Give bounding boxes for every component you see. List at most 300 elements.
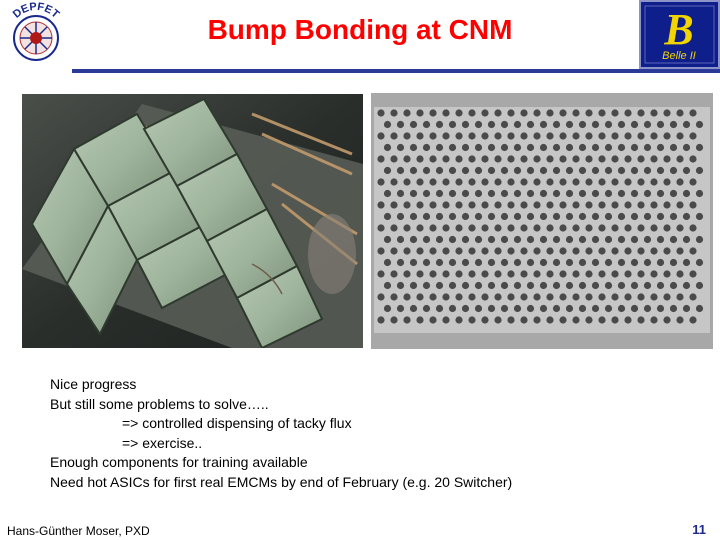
bump-dot <box>670 259 677 266</box>
bump-dot <box>455 316 462 323</box>
bump-dot <box>585 178 592 185</box>
bump-dot <box>663 132 670 139</box>
bump-dot <box>618 167 625 174</box>
bump-dot <box>540 282 547 289</box>
bump-dot <box>644 121 651 128</box>
bump-dot <box>624 109 631 116</box>
bump-dot <box>397 259 404 266</box>
body-line: Enough components for training available <box>50 454 308 470</box>
bump-dot <box>683 121 690 128</box>
bump-dot <box>585 155 592 162</box>
bump-dot <box>572 224 579 231</box>
bump-dot <box>449 236 456 243</box>
bump-dot <box>546 270 553 277</box>
bump-dot <box>436 213 443 220</box>
bump-dot <box>657 259 664 266</box>
bump-dot <box>507 178 514 185</box>
bump-dot <box>462 282 469 289</box>
bump-dot <box>507 132 514 139</box>
bump-dot <box>598 270 605 277</box>
bump-dot <box>481 293 488 300</box>
bump-dot <box>650 316 657 323</box>
bump-dot <box>410 167 417 174</box>
bump-dot <box>585 132 592 139</box>
bump-dot <box>676 178 683 185</box>
bump-dot <box>462 236 469 243</box>
bump-dot <box>423 121 430 128</box>
bump-dot <box>449 213 456 220</box>
bump-dot <box>423 259 430 266</box>
bump-dot <box>410 236 417 243</box>
bump-dot <box>605 167 612 174</box>
bump-dot <box>546 201 553 208</box>
bump-dot <box>390 155 397 162</box>
bump-dot <box>377 132 384 139</box>
bump-dot <box>390 178 397 185</box>
bump-dot <box>416 224 423 231</box>
bump-dot <box>403 247 410 254</box>
bump-dot <box>689 178 696 185</box>
bump-dot <box>689 224 696 231</box>
bump-dot <box>520 132 527 139</box>
bump-dot <box>514 305 521 312</box>
bump-dot <box>397 236 404 243</box>
bump-dot <box>397 167 404 174</box>
bump-dot <box>592 259 599 266</box>
bump-dot <box>475 167 482 174</box>
bump-dot <box>533 293 540 300</box>
bump-dot <box>637 155 644 162</box>
bump-dot <box>540 259 547 266</box>
bump-dot <box>423 282 430 289</box>
bump-dot <box>455 155 462 162</box>
bump-dot <box>501 282 508 289</box>
bump-dot <box>683 167 690 174</box>
bump-dot <box>585 293 592 300</box>
bump-dot <box>663 247 670 254</box>
bump-dot <box>488 190 495 197</box>
bump-dot <box>384 259 391 266</box>
bump-dot <box>605 259 612 266</box>
bump-dot <box>494 132 501 139</box>
bump-dot <box>540 121 547 128</box>
bump-dot <box>468 270 475 277</box>
bump-dot <box>631 282 638 289</box>
bump-dot <box>624 270 631 277</box>
bump-dot <box>644 282 651 289</box>
bump-dot <box>663 109 670 116</box>
bump-dot <box>494 109 501 116</box>
bump-dot <box>527 282 534 289</box>
bump-dot <box>618 282 625 289</box>
bump-dot <box>501 167 508 174</box>
bump-dot <box>481 132 488 139</box>
bump-dot <box>553 282 560 289</box>
bump-dot <box>696 236 703 243</box>
bump-dot <box>403 270 410 277</box>
bump-dot <box>559 178 566 185</box>
bump-dot <box>533 201 540 208</box>
bump-dot <box>605 213 612 220</box>
bump-dot <box>663 270 670 277</box>
bump-dot <box>514 213 521 220</box>
bump-dot <box>670 282 677 289</box>
bump-dot <box>397 144 404 151</box>
bump-dot <box>533 109 540 116</box>
bump-dot <box>403 224 410 231</box>
bump-dot <box>605 144 612 151</box>
bump-dot <box>501 259 508 266</box>
bump-dot <box>442 201 449 208</box>
bump-dot <box>429 224 436 231</box>
bump-dot <box>540 190 547 197</box>
bump-grid-photo <box>371 93 713 349</box>
bump-dot <box>670 213 677 220</box>
bump-dot <box>507 293 514 300</box>
bump-dot <box>494 224 501 231</box>
bump-dot <box>683 213 690 220</box>
bump-dot <box>501 305 508 312</box>
bump-dot <box>631 305 638 312</box>
bump-dot <box>507 270 514 277</box>
bump-dot <box>390 270 397 277</box>
bump-dot <box>598 155 605 162</box>
bump-dot <box>650 178 657 185</box>
bump-dot <box>663 316 670 323</box>
bump-dot <box>585 224 592 231</box>
bump-dot <box>475 259 482 266</box>
bump-dot <box>416 201 423 208</box>
bump-dot <box>566 121 573 128</box>
bump-dot <box>462 213 469 220</box>
bump-dot <box>416 155 423 162</box>
bump-dot <box>579 144 586 151</box>
bump-dot <box>429 155 436 162</box>
bump-dot <box>403 201 410 208</box>
bump-dot <box>416 178 423 185</box>
bump-dot <box>637 293 644 300</box>
bump-dot <box>670 121 677 128</box>
bump-dot <box>689 293 696 300</box>
bump-dot <box>468 316 475 323</box>
bump-dot <box>559 247 566 254</box>
bump-dot <box>455 270 462 277</box>
bump-dot <box>377 247 384 254</box>
bump-dot <box>449 259 456 266</box>
bump-dot <box>533 224 540 231</box>
bump-dot <box>618 144 625 151</box>
bump-dot <box>579 305 586 312</box>
bump-dot <box>611 293 618 300</box>
bump-dot <box>611 316 618 323</box>
bump-dot <box>696 121 703 128</box>
bump-dot <box>397 121 404 128</box>
bump-dot <box>416 293 423 300</box>
bump-dot <box>501 121 508 128</box>
bump-dot <box>572 270 579 277</box>
bump-dot <box>390 316 397 323</box>
bump-dot <box>572 155 579 162</box>
bump-dot <box>585 247 592 254</box>
bump-dot <box>527 213 534 220</box>
bump-dot <box>397 190 404 197</box>
bump-dot <box>533 155 540 162</box>
bump-dot <box>559 224 566 231</box>
bump-dot <box>468 201 475 208</box>
bump-dot <box>442 247 449 254</box>
body-line-indented: => controlled dispensing of tacky flux <box>122 415 352 431</box>
bump-dot <box>449 305 456 312</box>
depfet-logo-graphic <box>0 0 72 72</box>
bump-dot <box>676 132 683 139</box>
bump-dot <box>676 247 683 254</box>
bump-dot <box>696 190 703 197</box>
bump-dot <box>494 293 501 300</box>
bump-dot <box>611 224 618 231</box>
bump-dot <box>520 293 527 300</box>
bump-dot <box>650 109 657 116</box>
bump-dot <box>429 201 436 208</box>
body-line: Nice progress <box>50 376 137 392</box>
bump-dot <box>663 201 670 208</box>
bump-dot <box>605 121 612 128</box>
bump-dot <box>585 270 592 277</box>
bump-dot <box>553 213 560 220</box>
bump-dot <box>507 247 514 254</box>
bump-dot <box>481 247 488 254</box>
bump-dot <box>455 201 462 208</box>
bump-dot <box>572 132 579 139</box>
bump-dot <box>579 190 586 197</box>
bump-dot <box>403 132 410 139</box>
bump-dot <box>403 109 410 116</box>
bump-dot <box>488 213 495 220</box>
bump-dot <box>598 316 605 323</box>
bump-dot <box>696 213 703 220</box>
bump-dot <box>676 270 683 277</box>
bump-dot <box>384 167 391 174</box>
bump-dot <box>403 178 410 185</box>
bump-dot <box>553 121 560 128</box>
bump-dot <box>514 282 521 289</box>
page-number: 11 <box>692 522 706 537</box>
bump-dot <box>572 247 579 254</box>
bump-dot <box>527 190 534 197</box>
bump-dot <box>527 167 534 174</box>
bump-dot <box>507 201 514 208</box>
bump-dot <box>481 270 488 277</box>
bump-dot <box>481 316 488 323</box>
bump-dot <box>631 121 638 128</box>
bump-dot <box>397 213 404 220</box>
bump-dot <box>670 236 677 243</box>
bump-dot <box>520 247 527 254</box>
bump-dot <box>384 121 391 128</box>
bump-dot <box>540 167 547 174</box>
bump-dot <box>631 144 638 151</box>
bump-dot <box>663 155 670 162</box>
bump-dot <box>644 213 651 220</box>
bump-dot <box>592 236 599 243</box>
bump-dot <box>592 305 599 312</box>
bump-dot <box>624 132 631 139</box>
bump-dot <box>475 213 482 220</box>
bump-dot <box>650 270 657 277</box>
bump-dot <box>566 167 573 174</box>
bump-dot <box>579 213 586 220</box>
bump-dot <box>650 201 657 208</box>
bump-dot <box>384 282 391 289</box>
bump-dot <box>488 167 495 174</box>
bump-dot <box>416 247 423 254</box>
bump-dot <box>598 201 605 208</box>
bump-dot <box>624 155 631 162</box>
bump-dot <box>540 236 547 243</box>
bump-dot <box>488 305 495 312</box>
bump-dot <box>397 305 404 312</box>
bump-dot <box>676 293 683 300</box>
bump-dot <box>592 144 599 151</box>
bump-dot <box>442 316 449 323</box>
bump-dot <box>611 132 618 139</box>
bump-dot <box>696 282 703 289</box>
bump-dot <box>546 224 553 231</box>
bump-dot <box>384 213 391 220</box>
bump-dot <box>442 132 449 139</box>
bump-dot <box>592 121 599 128</box>
bump-dot <box>462 121 469 128</box>
bump-dot <box>624 224 631 231</box>
bump-dot <box>403 155 410 162</box>
bump-dot <box>683 282 690 289</box>
bump-dot <box>390 109 397 116</box>
bump-dot <box>592 190 599 197</box>
bump-dot <box>676 316 683 323</box>
bump-dot <box>670 144 677 151</box>
bump-dot <box>494 201 501 208</box>
bump-dot <box>624 201 631 208</box>
bump-dot <box>546 316 553 323</box>
bump-dot <box>676 109 683 116</box>
bump-dot <box>390 293 397 300</box>
bump-dot <box>468 132 475 139</box>
bump-dot <box>507 155 514 162</box>
bump-dot <box>455 109 462 116</box>
bump-dot <box>572 316 579 323</box>
bump-dot <box>410 282 417 289</box>
bump-dot <box>462 190 469 197</box>
bump-dot <box>449 282 456 289</box>
belle-ii-logo <box>639 0 720 69</box>
bump-dot <box>644 236 651 243</box>
bump-dot <box>377 316 384 323</box>
bump-dot <box>657 305 664 312</box>
bump-dot <box>676 155 683 162</box>
bump-dot <box>592 167 599 174</box>
bump-dot <box>468 109 475 116</box>
bump-dot <box>475 236 482 243</box>
bump-dot <box>494 270 501 277</box>
bump-dot <box>533 132 540 139</box>
bump-dot <box>566 190 573 197</box>
bump-dot <box>449 167 456 174</box>
bump-dot <box>553 190 560 197</box>
bump-dot <box>429 178 436 185</box>
bump-dot <box>605 305 612 312</box>
bump-dot <box>579 259 586 266</box>
bump-dot <box>644 167 651 174</box>
bump-dot <box>566 282 573 289</box>
bump-dot <box>442 178 449 185</box>
bump-dot <box>631 259 638 266</box>
bump-dot <box>553 167 560 174</box>
bump-dot <box>384 236 391 243</box>
bump-dot <box>611 270 618 277</box>
bump-dot <box>650 224 657 231</box>
bump-dot <box>455 224 462 231</box>
bump-dot <box>579 236 586 243</box>
bump-dot <box>540 144 547 151</box>
bump-dot <box>442 293 449 300</box>
bump-dot <box>384 190 391 197</box>
bump-dot <box>514 144 521 151</box>
bump-dot <box>611 247 618 254</box>
bump-dot <box>410 213 417 220</box>
bump-dot <box>377 293 384 300</box>
bump-dot <box>377 109 384 116</box>
bump-dot <box>488 121 495 128</box>
bump-dot <box>462 305 469 312</box>
bump-dot <box>384 144 391 151</box>
bump-dot <box>650 293 657 300</box>
bump-dot <box>507 224 514 231</box>
bump-dot <box>663 178 670 185</box>
bump-dot <box>514 121 521 128</box>
bump-dot <box>481 155 488 162</box>
bump-dot <box>631 167 638 174</box>
bump-dot <box>436 305 443 312</box>
title-underline <box>72 69 720 73</box>
bump-dot <box>644 305 651 312</box>
bump-dot <box>553 305 560 312</box>
footer-author: Hans-Günther Moser, PXD <box>7 524 150 538</box>
bump-dot <box>598 293 605 300</box>
bump-grid-graphic <box>371 93 713 349</box>
bump-dot <box>410 305 417 312</box>
bump-dot <box>546 178 553 185</box>
bump-dot <box>501 190 508 197</box>
bump-dot <box>488 282 495 289</box>
bump-dot <box>475 305 482 312</box>
belle-b-glyph: B <box>664 5 694 54</box>
bump-dot <box>683 236 690 243</box>
bump-dot <box>689 201 696 208</box>
body-line: Need hot ASICs for first real EMCMs by end of February (e.g. 20 Switcher) <box>50 473 513 490</box>
bump-dot <box>533 316 540 323</box>
bump-dot <box>631 190 638 197</box>
bump-dot <box>462 144 469 151</box>
bump-dot <box>429 247 436 254</box>
module-photo <box>22 94 363 348</box>
bump-dot <box>657 121 664 128</box>
bump-dot <box>423 144 430 151</box>
bump-dot <box>390 224 397 231</box>
bump-dot <box>527 259 534 266</box>
bump-dot <box>514 190 521 197</box>
bump-dot <box>475 144 482 151</box>
bump-dot <box>689 316 696 323</box>
bump-dot <box>390 201 397 208</box>
